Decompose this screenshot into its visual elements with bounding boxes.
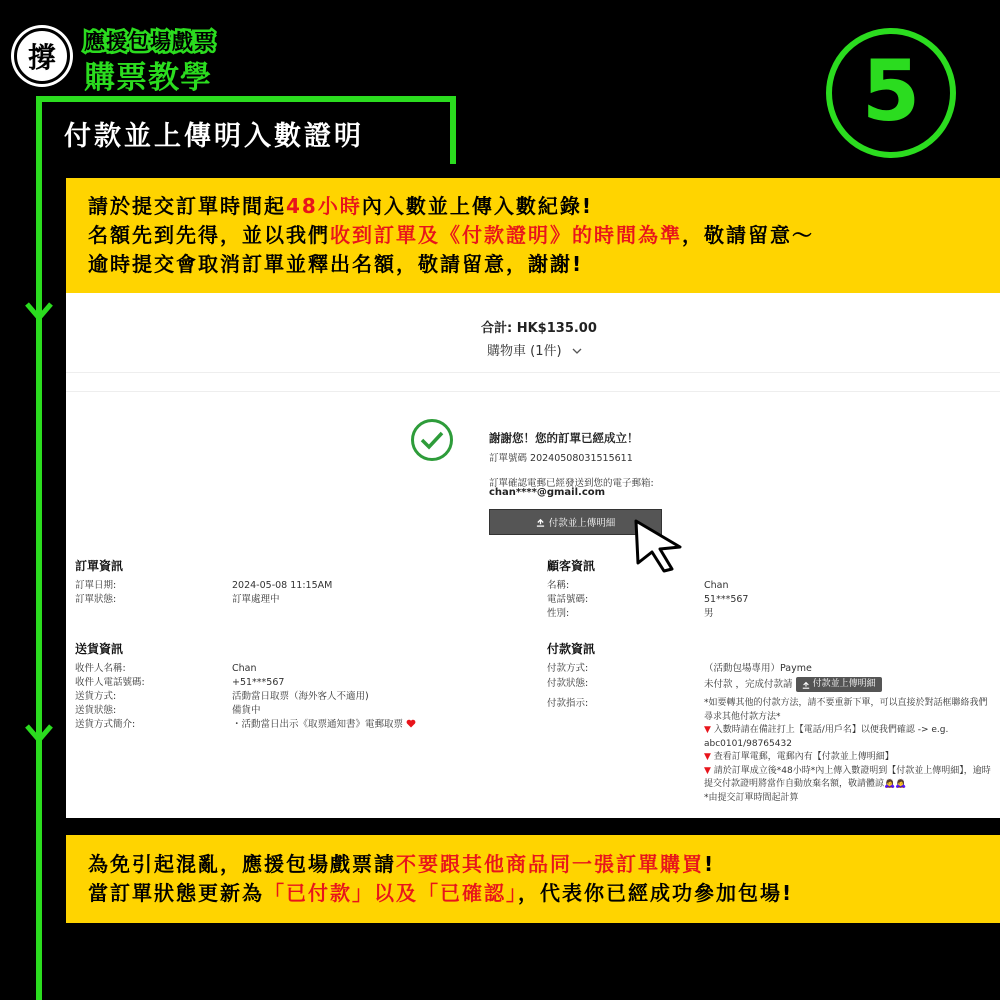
upload-icon <box>802 681 810 689</box>
chevron-down-icon <box>24 718 54 748</box>
order-confirmation-screenshot <box>66 293 1000 818</box>
customer-gender-value: 男 <box>704 608 714 619</box>
order-success-message: 謝謝您！您的訂單已經成立！ <box>489 431 639 445</box>
customer-phone-value: 51***567 <box>704 594 749 605</box>
delivery-info-heading: 送貨資訊 <box>75 642 124 656</box>
guide-rail-connector <box>450 96 456 164</box>
customer-name-value: Chan <box>704 580 729 591</box>
order-rules-notice: 為免引起混亂，應援包場戲票請不要跟其他商品同一張訂單購買! 當訂單狀態更新為「已付款」以及「已確認」，代表你已經成功參加包場! <box>66 835 1000 923</box>
step-number: 5 <box>861 42 921 140</box>
chevron-down-icon <box>572 347 582 355</box>
order-info-heading: 訂單資訊 <box>75 559 124 573</box>
upload-payment-small-button[interactable]: 付款並上傳明細 <box>796 677 882 692</box>
payment-instructions-label: 付款指示: <box>547 698 589 709</box>
payment-instructions: *如要轉其他的付款方法，請不要重新下單，可以直接於對話框聯絡我們尋求其他付款方法* ▼ 入數時請在備註打上【電話/用戶名】以便我們確認 -> e.g. abc0101/98765432 ▼ 查看訂單電郵，電郵內有【付款並上傳明細】 ▼ 請於訂單成立後*48小時*內上傳入數證明到【付款並上傳明細】，逾時提交付款證明將當作自動放棄名額，敬請體諒🙇‍♀️🙇‍♀️ *由提交訂單時間起計算 <box>704 698 991 803</box>
heart-icon <box>406 719 416 728</box>
chevron-down-icon <box>24 296 54 326</box>
delivery-method-value: 活動當日取票（海外客人不適用) <box>232 691 369 702</box>
order-summary <box>66 293 1000 373</box>
check-circle-icon <box>411 419 453 461</box>
order-date-label: 訂單日期: <box>75 580 117 591</box>
red-triangle-icon: ▼ <box>704 765 711 776</box>
delivery-method-label: 送貨方式: <box>75 691 117 702</box>
payment-status-value: 未付款 ，完成付款請 付款並上傳明細 <box>704 677 882 692</box>
delivery-status-value: 備貨中 <box>232 705 261 716</box>
customer-email: chan****@gmail.com <box>489 487 606 498</box>
red-triangle-icon: ▼ <box>704 725 711 735</box>
section-title-box <box>42 102 450 164</box>
customer-name-label: 名稱: <box>547 580 570 591</box>
order-number: 訂單號碼 20240508031515611 <box>489 453 633 464</box>
guide-rail-vertical <box>36 96 42 1000</box>
step-badge <box>826 28 956 158</box>
customer-info-heading: 顧客資訊 <box>547 559 596 573</box>
recipient-name-value: Chan <box>232 663 257 674</box>
order-total: 合計: HK$135.00 <box>481 321 597 336</box>
payment-method-label: 付款方式: <box>547 663 589 674</box>
recipient-name-label: 收件人名稱: <box>75 663 126 674</box>
payment-method-value: （活動包場專用）Payme <box>704 663 812 674</box>
cursor-arrow-icon <box>630 517 690 573</box>
red-triangle-icon: ▼ <box>704 752 711 762</box>
order-status-value: 訂單處理中 <box>232 594 280 605</box>
order-date-value: 2024-05-08 11:15AM <box>232 580 333 591</box>
recipient-phone-label: 收件人電話號碼: <box>75 677 145 688</box>
delivery-desc-label: 送貨方式簡介: <box>75 719 136 730</box>
section-title: 付款並上傳明入數證明 <box>64 120 364 152</box>
customer-gender-label: 性別: <box>547 608 570 619</box>
upload-payment-button[interactable]: 付款並上傳明細 <box>489 509 662 535</box>
brand-title: 購票教學 <box>84 60 212 96</box>
deadline-notice: 請於提交訂單時間起48小時內入數並上傳入數紀錄! 名額先到先得，並以我們收到訂單及《付款證明》的時間為準，敬請留意～ 逾時提交會取消訂單並釋出名額，敬請留意，謝謝! <box>66 178 1000 293</box>
cart-toggle[interactable]: 購物車 (1件) <box>487 340 582 359</box>
divider <box>66 391 1000 392</box>
delivery-desc-value: ・活動當日出示《取票通知書》電郵取票 <box>232 718 416 731</box>
customer-phone-label: 電話號碼: <box>547 594 589 605</box>
logo: 撐 <box>14 28 70 84</box>
payment-status-label: 付款狀態: <box>547 678 589 689</box>
upload-icon <box>536 518 545 527</box>
order-status-label: 訂單狀態: <box>75 594 117 605</box>
brand-subtitle: 應援包場戲票 <box>84 30 216 54</box>
payment-info-heading: 付款資訊 <box>547 642 596 656</box>
recipient-phone-value: +51***567 <box>232 677 285 688</box>
delivery-status-label: 送貨狀態: <box>75 705 117 716</box>
email-sent-note: 訂單確認電郵已經發送到您的電子郵箱: <box>489 478 654 489</box>
